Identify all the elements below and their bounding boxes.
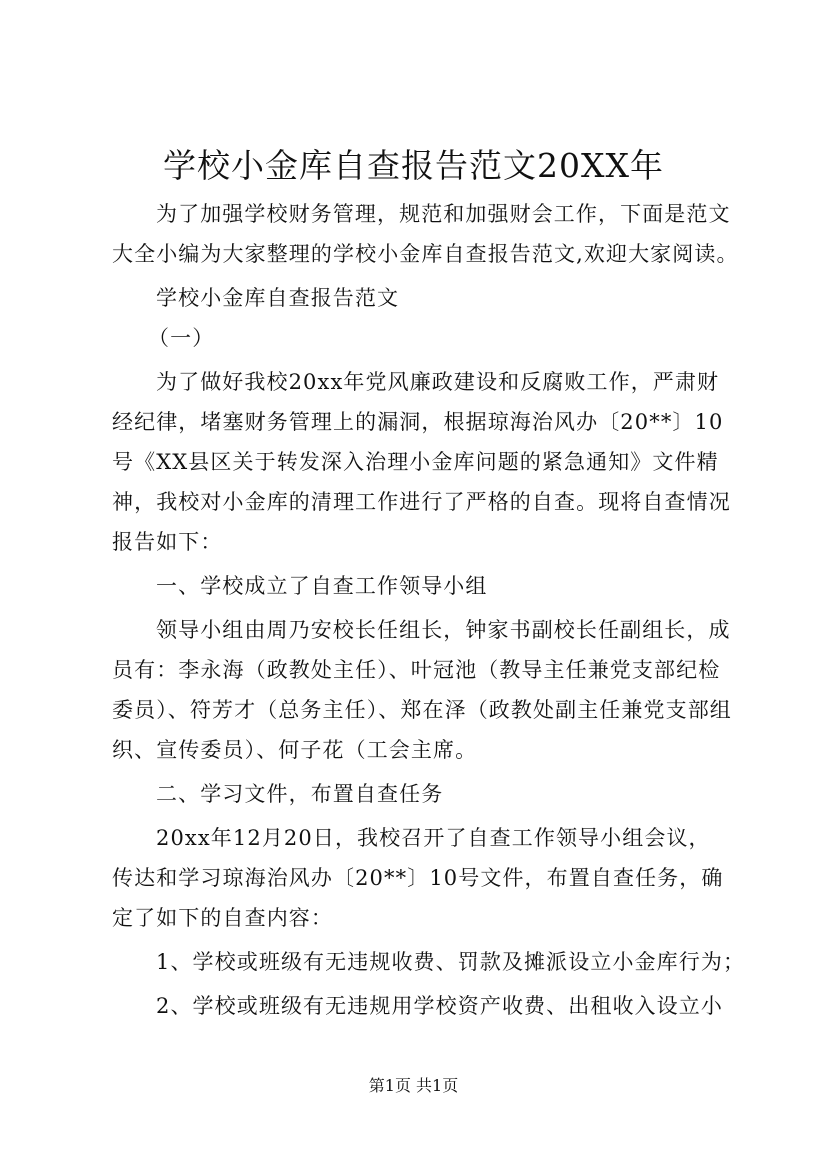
paragraph-line: 经纪律，堵塞财务管理上的漏洞，根据琼海治风办〔20**〕10: [112, 410, 724, 434]
paragraph-line: 20xx年12月20日，我校召开了自查工作领导小组会议，: [156, 826, 711, 850]
paragraph-line: 领导小组由周乃安校长任组长，钟家书副校长任副组长，成: [156, 618, 731, 642]
paragraph-line: 传达和学习琼海治风办〔20**〕10号文件，布置自查任务，确: [112, 866, 724, 890]
paragraph-line: 为了做好我校20xx年党风廉政建设和反腐败工作，严肃财: [156, 370, 720, 394]
document-title: 学校小金库自查报告范文20XX年: [163, 146, 664, 185]
paragraph-line: 号《XX县区关于转发深入治理小金库问题的紧急通知》文件精: [112, 450, 719, 474]
page-footer: 第1页 共1页: [368, 1076, 459, 1095]
paragraph-line: 为了加强学校财务管理，规范和加强财会工作，下面是范文: [156, 202, 731, 226]
paragraph-line: 委员）、符芳才（总务主任）、郑在泽（政教处副主任兼党支部组: [112, 698, 732, 722]
section-heading: 一、学校成立了自查工作领导小组: [156, 574, 488, 598]
paragraph-line: 定了如下的自查内容：: [112, 906, 333, 930]
paragraph-line: 织、宣传委员）、何子花（工会主席。: [112, 738, 478, 762]
paragraph-line: 神，我校对小金库的清理工作进行了严格的自查。现将自查情况: [112, 490, 731, 514]
list-item: 2、学校或班级有无违规用学校资产收费、出租收入设立小: [156, 994, 723, 1018]
list-item: 1、学校或班级有无违规收费、罚款及摊派设立小金库行为；: [156, 950, 746, 974]
paragraph-line: 员有：李永海（政教处主任）、叶冠池（教导主任兼党支部纪检: [112, 658, 721, 682]
section-heading: 二、学习文件，布置自查任务: [156, 782, 444, 806]
section-heading: 学校小金库自查报告范文: [156, 286, 400, 310]
section-number: （一）: [148, 326, 215, 350]
paragraph-line: 大全小编为大家整理的学校小金库自查报告范文,欢迎大家阅读。: [112, 242, 739, 266]
paragraph-line: 报告如下：: [112, 530, 223, 554]
